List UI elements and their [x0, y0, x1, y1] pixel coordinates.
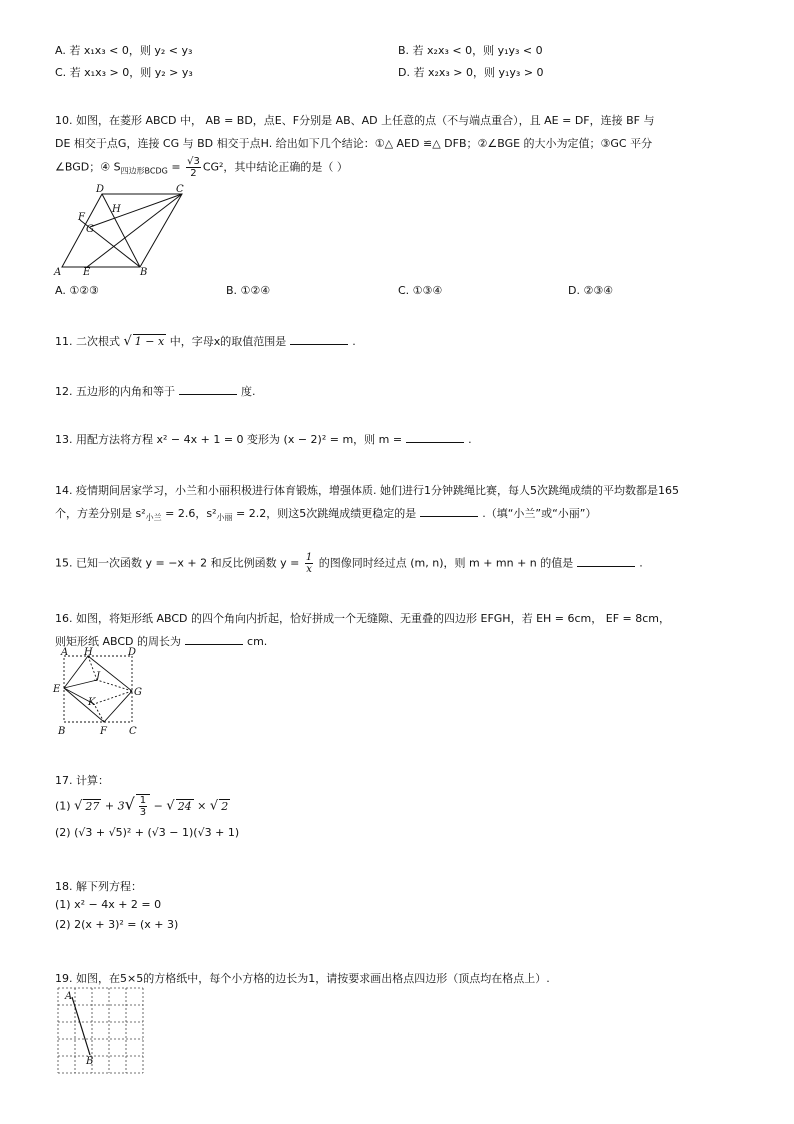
- q16-label-k: K: [88, 697, 96, 708]
- q18-title: 18. 解下列方程：: [55, 880, 142, 893]
- q11: 11. 二次根式 √ 1 − x 中，字母x的取值范围是 .: [55, 334, 356, 349]
- q17-fraction: $\frac{1}{3}$: [139, 795, 147, 818]
- q10-option-a: A. ①②③: [55, 284, 99, 297]
- q10-label-a: A: [54, 267, 62, 277]
- q9-option-c: C. 若 x₁x₃ > 0，则 y₂ > y₃: [55, 66, 193, 79]
- q15-fraction: $\frac{1}{x}$: [305, 552, 313, 575]
- q16-label-e: E: [53, 684, 61, 695]
- q16-label-b: B: [58, 726, 66, 737]
- q16-label-j: J: [96, 671, 101, 682]
- q10-label-d: D: [96, 184, 105, 195]
- q12: 12. 五边形的内角和等于 度.: [55, 382, 256, 399]
- q15-answer-blank[interactable]: [577, 554, 635, 567]
- q16-line2: 则矩形纸 ABCD 的周长为 cm.: [55, 632, 267, 649]
- q10-label-h: H: [112, 204, 121, 215]
- q19-text: 19. 如图，在5×5的方格纸中，每个小方格的边长为1，请按要求画出格点四边形（顶点均在格点上）.: [55, 972, 550, 985]
- q18-part1: (1) x² − 4x + 2 = 0: [55, 898, 162, 911]
- q16-rectangle-figure: [50, 646, 150, 738]
- q16-label-g: G: [134, 687, 142, 698]
- q10-fraction: $\frac{√3}{2}$: [187, 156, 200, 179]
- q16-label-h: H: [84, 647, 93, 658]
- q12-answer-blank[interactable]: [179, 382, 237, 395]
- q15: 15. 已知一次函数 y = −x + 2 和反比例函数 y = $\frac{1}{x}$ 的图像同时经过点 (m, n)，则 m + mn + n 的值是 .: [55, 552, 643, 575]
- q16-label-a: A: [61, 647, 69, 658]
- q13-answer-blank[interactable]: [406, 430, 464, 443]
- q14-answer-blank[interactable]: [420, 504, 478, 517]
- q9-option-b: B. 若 x₂x₃ < 0，则 y₁y₃ < 0: [398, 44, 543, 57]
- q10-label-c: C: [176, 184, 184, 195]
- q10-line3: ∠BGD；④ $S_{四边形BCDG}$ = $\frac{√3}{2}$ CG²，其中结论正确的是（ ）: [55, 156, 348, 179]
- q11-answer-blank[interactable]: [290, 332, 348, 345]
- q18-part2: (2) 2(x + 3)² = (x + 3): [55, 918, 179, 931]
- q16-answer-blank[interactable]: [185, 632, 243, 645]
- q9-option-d: D. 若 x₂x₃ > 0，则 y₁y₃ > 0: [398, 66, 544, 79]
- q19-label-b: B: [86, 1056, 94, 1067]
- q16-line1: 16. 如图，将矩形纸 ABCD 的四个角向内折起，恰好拼成一个无缝隙、无重叠的四边形 EFGH，若 EH = 6cm， EF = 8cm，: [55, 612, 671, 625]
- q17-part2: (2) (√3 + √5)² + (√3 − 1)(√3 + 1): [55, 826, 240, 839]
- q10-option-b: B. ①②④: [226, 284, 271, 297]
- q10-label-f: F: [78, 212, 85, 223]
- q10-line1: 10. 如图，在菱形 ABCD 中， AB = BD，点E、F分别是 AB、AD 上任意的点（不与端点重合），且 AE = DF，连接 BF 与: [55, 114, 655, 127]
- q17-part1: (1) √ 27 + 3√ $\frac{1}{3}$ − √ 24 × √ 2: [55, 794, 229, 818]
- q10-label-g: G: [86, 224, 94, 235]
- q16-label-f: F: [100, 726, 107, 737]
- q11-radicand: 1 − x: [134, 335, 165, 348]
- q9-option-a: A. 若 x₁x₃ < 0，则 y₂ < y₃: [55, 44, 193, 57]
- q10-label-b: B: [140, 267, 148, 277]
- q10-option-c: C. ①③④: [398, 284, 443, 297]
- q10-option-d: D. ②③④: [568, 284, 614, 297]
- q10-line2: DE 相交于点G，连接 CG 与 BD 相交于点H. 给出如下几个结论：①△ AED ≌△ DFB；②∠BGE 的大小为定值；③GC 平分: [55, 137, 653, 150]
- q19-label-a: A: [65, 991, 73, 1002]
- q17-title: 17. 计算：: [55, 774, 109, 787]
- q19-grid-figure: [52, 984, 152, 1076]
- q16-label-c: C: [129, 726, 137, 737]
- q16-label-d: D: [128, 647, 137, 658]
- q14-line1: 14. 疫情期间居家学习，小兰和小丽积极进行体育锻炼，增强体质. 她们进行1分钟跳绳比赛，每人5次跳绳成绩的平均数都是165: [55, 484, 679, 497]
- q10-label-e: E: [83, 267, 91, 277]
- q14-line2: 个，方差分别是 $s^2_{小兰} = 2.6$，$s^2_{小丽} = 2.2$，则这5次跳绳成绩更稳定的是 .（填“小兰”或“小丽”）: [55, 504, 597, 523]
- q10-rhombus-figure: [50, 182, 200, 277]
- q13: 13. 用配方法将方程 x² − 4x + 1 = 0 变形为 (x − 2)² = m，则 m = .: [55, 430, 472, 447]
